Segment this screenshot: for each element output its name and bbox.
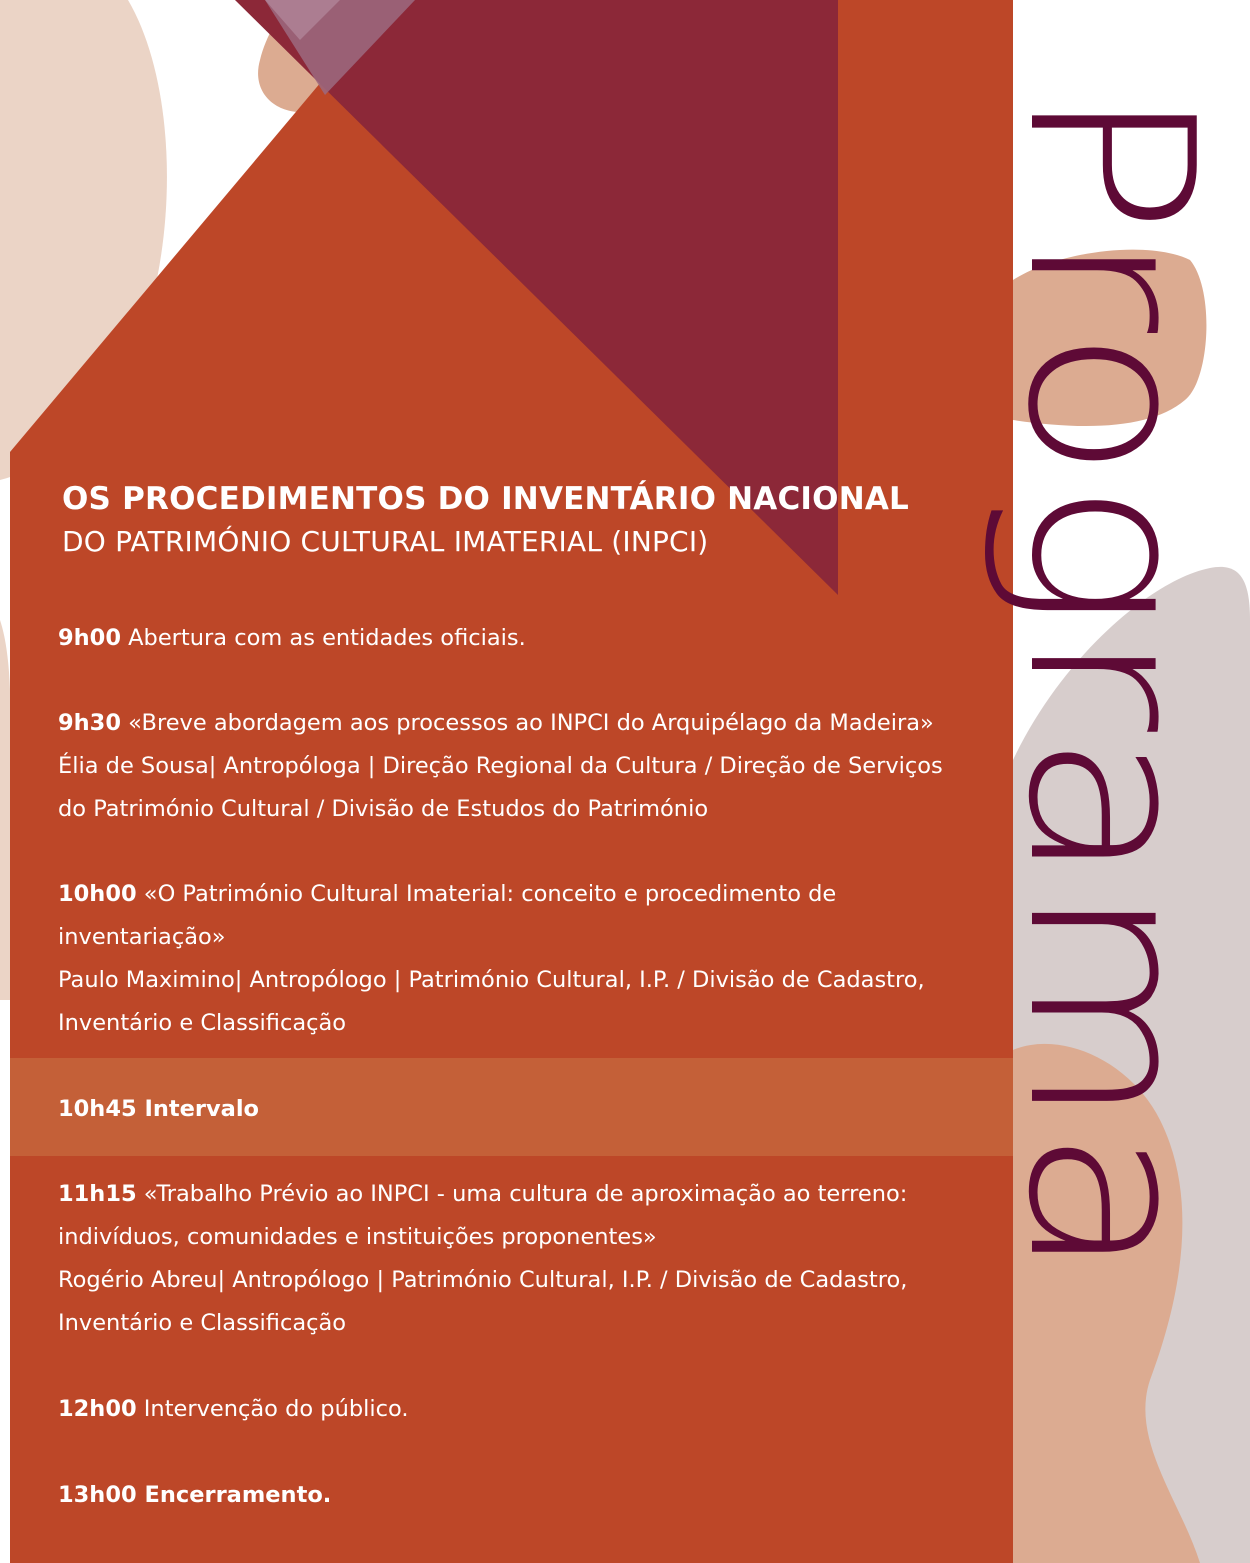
program-text: Abertura com as entidades oficiais. <box>128 625 526 651</box>
program-label: Intervalo <box>144 1096 260 1122</box>
program-text: «Breve abordagem aos processos ao INPCI do Arquipélago da Madeira» <box>128 710 934 736</box>
program-item-0930 <box>58 702 943 831</box>
program-text: Paulo Maximino| Antropólogo | Património Cultural, I.P. / Divisão de Cadastro, <box>58 967 925 993</box>
program-text: Élia de Sousa| Antropóloga | Direção Regional da Cultura / Direção de Serviços <box>58 753 943 779</box>
program-item-0900 <box>58 617 526 660</box>
program-item-1300 <box>58 1474 331 1517</box>
header-subtitle: DO PATRIMÓNIO CULTURAL IMATERIAL (INPCI) <box>62 525 709 558</box>
program-text: Intervenção do público. <box>143 1396 409 1422</box>
program-time: 10h45 <box>58 1096 137 1122</box>
tan-blob-right <box>1013 250 1206 426</box>
program-text: Rogério Abreu| Antropólogo | Património Cultural, I.P. / Divisão de Cadastro, <box>58 1267 908 1293</box>
program-text: «Trabalho Prévio ao INPCI - uma cultura de aproximação ao terreno: <box>143 1181 908 1207</box>
program-time: 11h15 <box>58 1181 137 1207</box>
program-text: inventariação» <box>58 924 226 950</box>
program-time: 9h30 <box>58 710 121 736</box>
header <box>62 476 909 562</box>
program-label: Encerramento. <box>144 1482 332 1508</box>
vertical-title-text: Programa <box>978 85 1241 1170</box>
program-time: 10h00 <box>58 881 137 907</box>
program-text: indivíduos, comunidades e instituições proponentes» <box>58 1224 657 1250</box>
program-text: «O Património Cultural Imaterial: conceito e procedimento de <box>143 881 837 907</box>
program-text: do Património Cultural / Divisão de Estudos do Património <box>58 796 709 822</box>
beige-blob-left-lower <box>0 620 11 1000</box>
program-time: 9h00 <box>58 625 121 651</box>
program-text: Inventário e Classificação <box>58 1310 347 1336</box>
program-text: Inventário e Classificação <box>58 1010 347 1036</box>
header-title: OS PROCEDIMENTOS DO INVENTÁRIO NACIONAL <box>62 481 910 517</box>
program-time: 13h00 <box>58 1482 137 1508</box>
program-item-1115 <box>58 1173 907 1345</box>
program-time: 12h00 <box>58 1396 137 1422</box>
program-item-1000 <box>58 873 925 1045</box>
program-item-1200 <box>58 1388 409 1431</box>
program-item-1045 <box>58 1088 259 1131</box>
